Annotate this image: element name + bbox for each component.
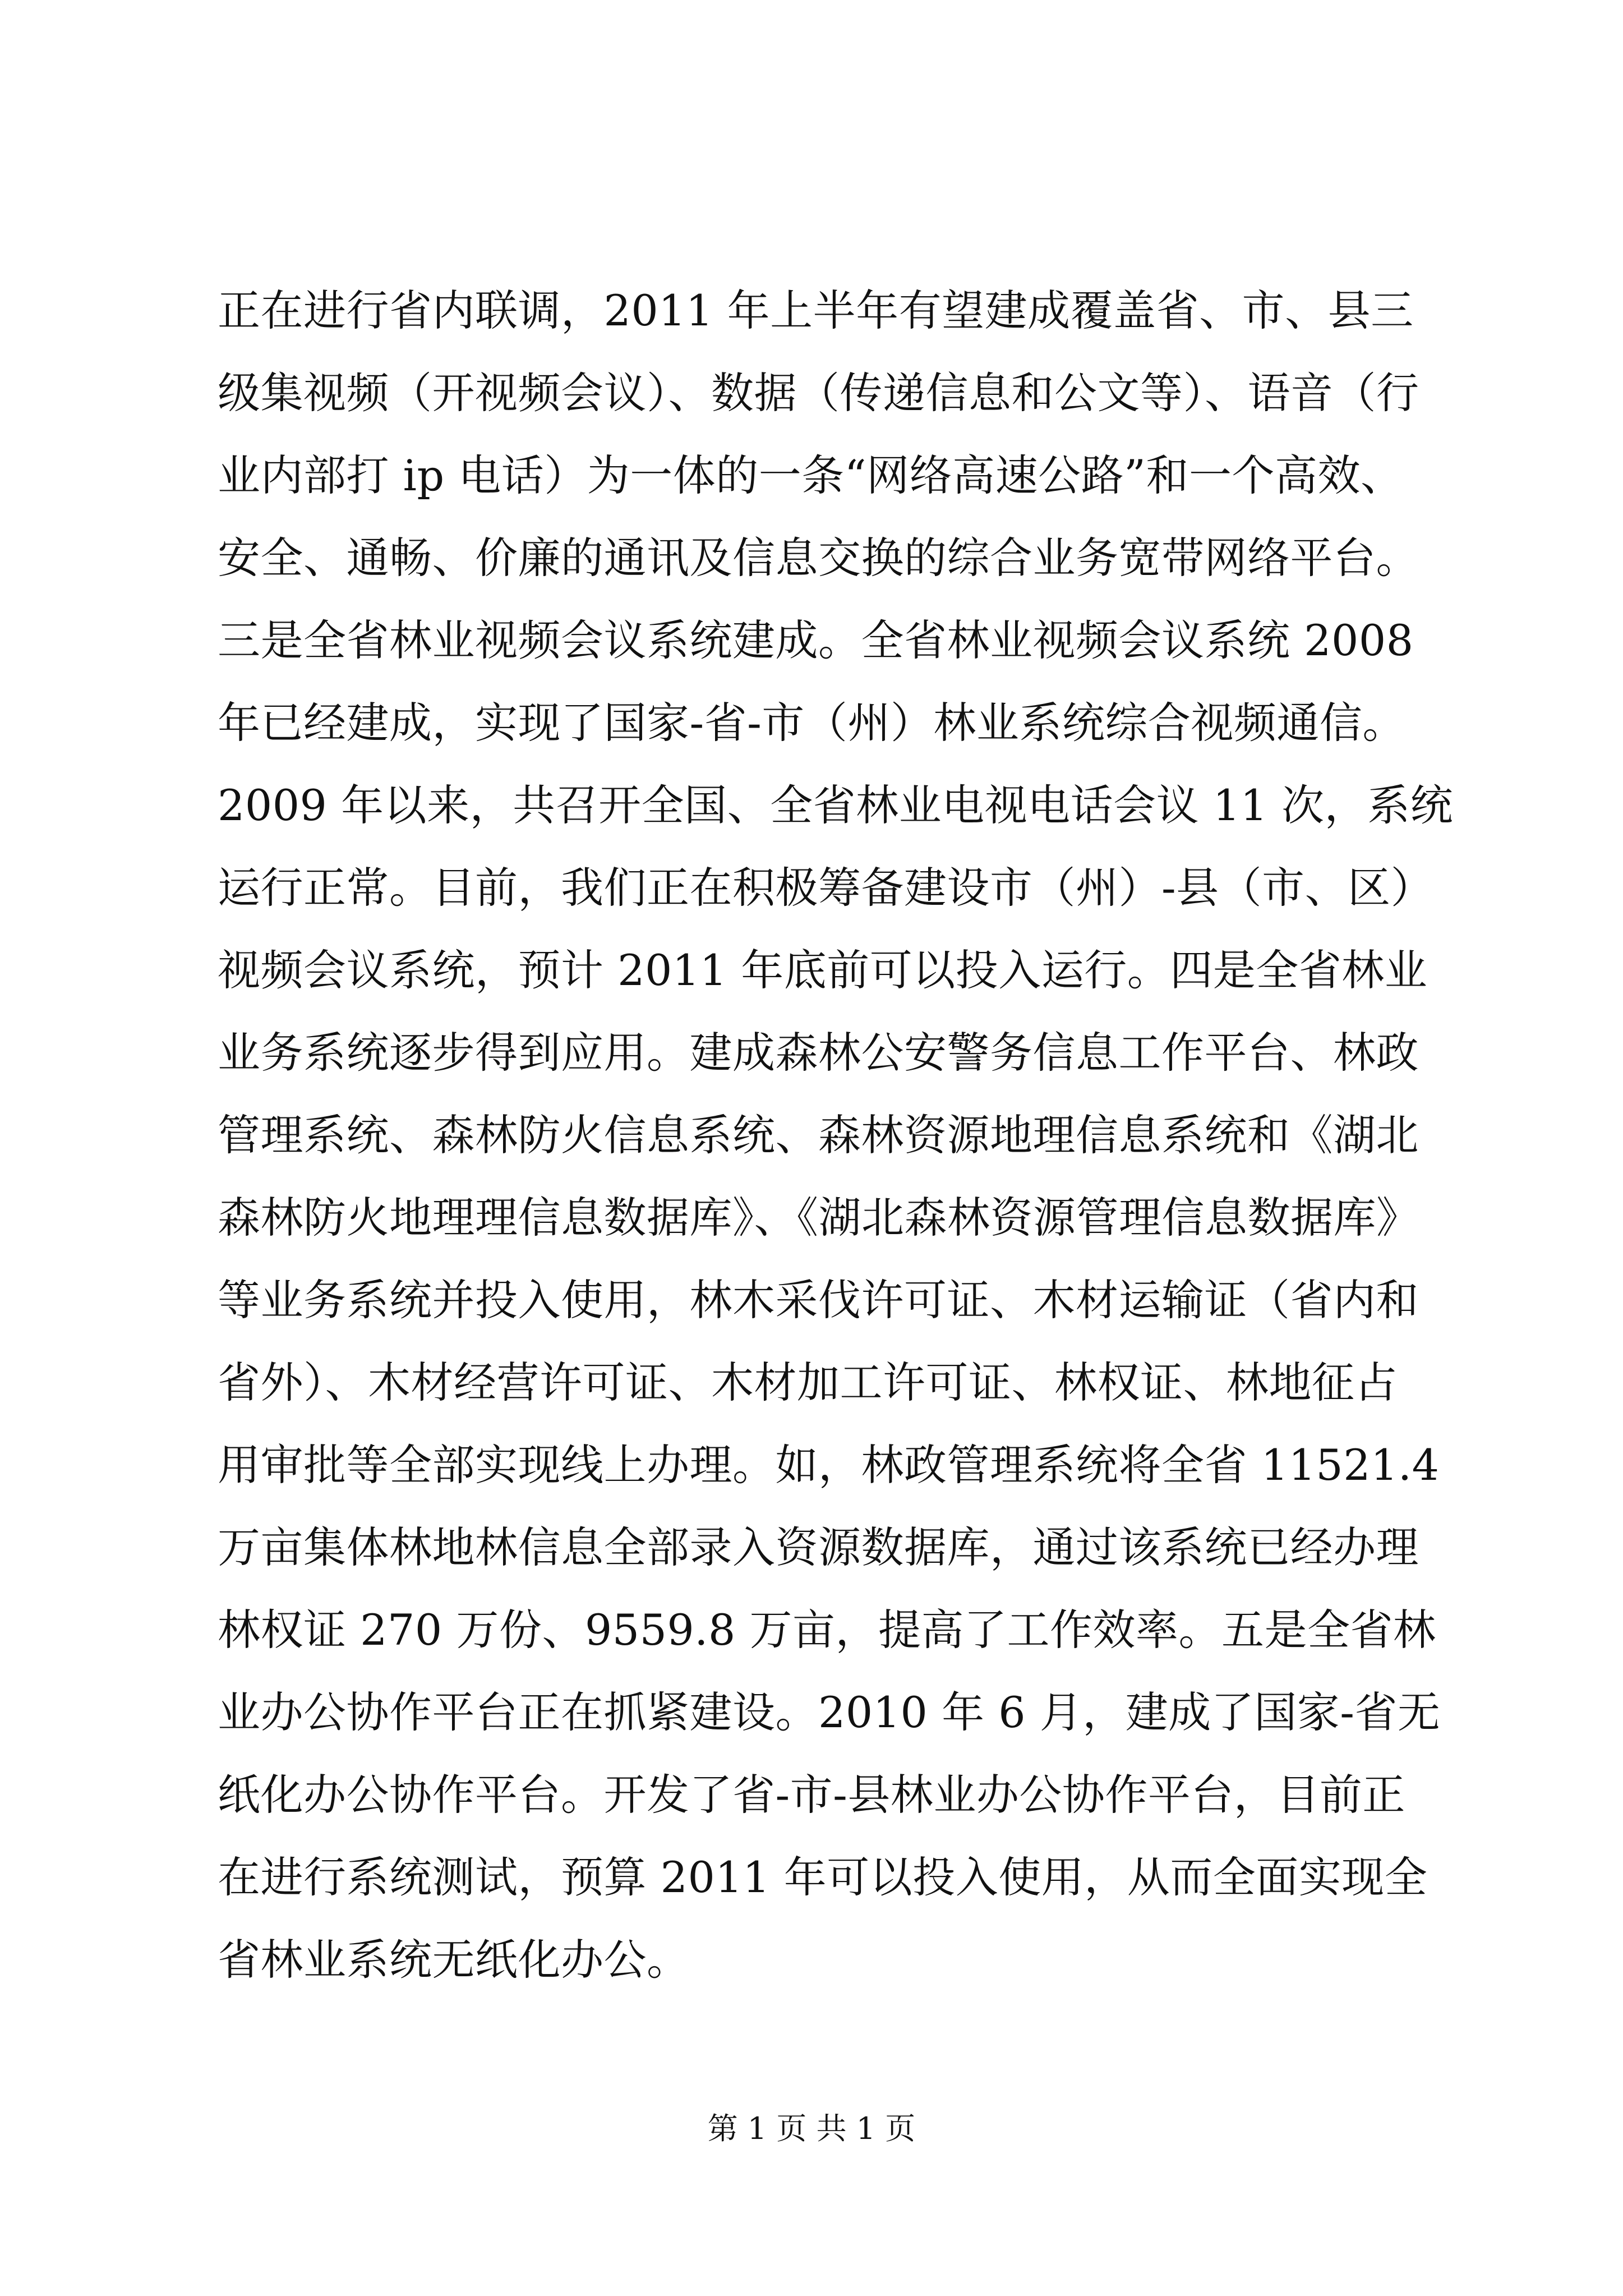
text-line: 安全、通畅、价廉的通讯及信息交换的综合业务宽带网络平台。 bbox=[218, 533, 1419, 583]
text-line: 万亩集体林地林信息全部录入资源数据库，通过该系统已经办理 bbox=[218, 1522, 1419, 1572]
page-footer bbox=[0, 2106, 1623, 2151]
text-line: 业务系统逐步得到应用。建成森林公安警务信息工作平台、林政 bbox=[218, 1028, 1419, 1078]
page-number-label: 第 1 页 共 1 页 bbox=[707, 2111, 916, 2146]
text-line: 年已经建成，实现了国家-省-市（州）林业系统综合视频通信。 bbox=[218, 698, 1405, 748]
text-line: 等业务系统并投入使用，林木采伐许可证、木材运输证（省内和 bbox=[218, 1275, 1419, 1325]
body-text bbox=[218, 269, 1454, 2001]
text-line: 视频会议系统，预计 2011 年底前可以投入运行。四是全省林业 bbox=[218, 945, 1428, 995]
text-line: 正在进行省内联调，2011 年上半年有望建成覆盖省、市、县三 bbox=[218, 286, 1414, 335]
text-line: 管理系统、森林防火信息系统、森林资源地理信息系统和《湖北 bbox=[218, 1110, 1419, 1160]
text-line: 纸化办公协作平台。开发了省-市-县林业办公协作平台，目前正 bbox=[218, 1770, 1405, 1820]
text-line: 业办公协作平台正在抓紧建设。2010 年 6 月，建成了国家-省无 bbox=[218, 1687, 1441, 1737]
text-line: 用审批等全部实现线上办理。如，林政管理系统将全省 11521.4 bbox=[218, 1440, 1440, 1490]
text-line: 林权证 270 万份、9559.8 万亩，提高了工作效率。五是全省林 bbox=[218, 1605, 1436, 1655]
text-line: 2009 年以来，共召开全国、全省林业电视电话会议 11 次，系统 bbox=[218, 780, 1454, 830]
text-line: 省外）、木材经营许可证、木材加工许可证、林权证、林地征占 bbox=[218, 1358, 1398, 1407]
text-line: 运行正常。目前，我们正在积极筹备建设市（州）-县（市、区） bbox=[218, 863, 1434, 913]
text-line: 三是全省林业视频会议系统建成。全省林业视频会议系统 2008 bbox=[218, 615, 1414, 665]
text-line: 省林业系统无纸化办公。 bbox=[218, 1935, 690, 1985]
text-line: 级集视频（开视频会议）、数据（传递信息和公文等）、语音（行 bbox=[218, 368, 1419, 418]
text-line: 业内部打 ip 电话）为一体的一条“网络高速公路”和一个高效、 bbox=[218, 450, 1404, 500]
text-line: 在进行系统测试，预算 2011 年可以投入使用，从而全面实现全 bbox=[218, 1852, 1428, 1902]
text-line: 森林防火地理理信息数据库》、《湖北森林资源管理信息数据库》 bbox=[218, 1193, 1419, 1243]
